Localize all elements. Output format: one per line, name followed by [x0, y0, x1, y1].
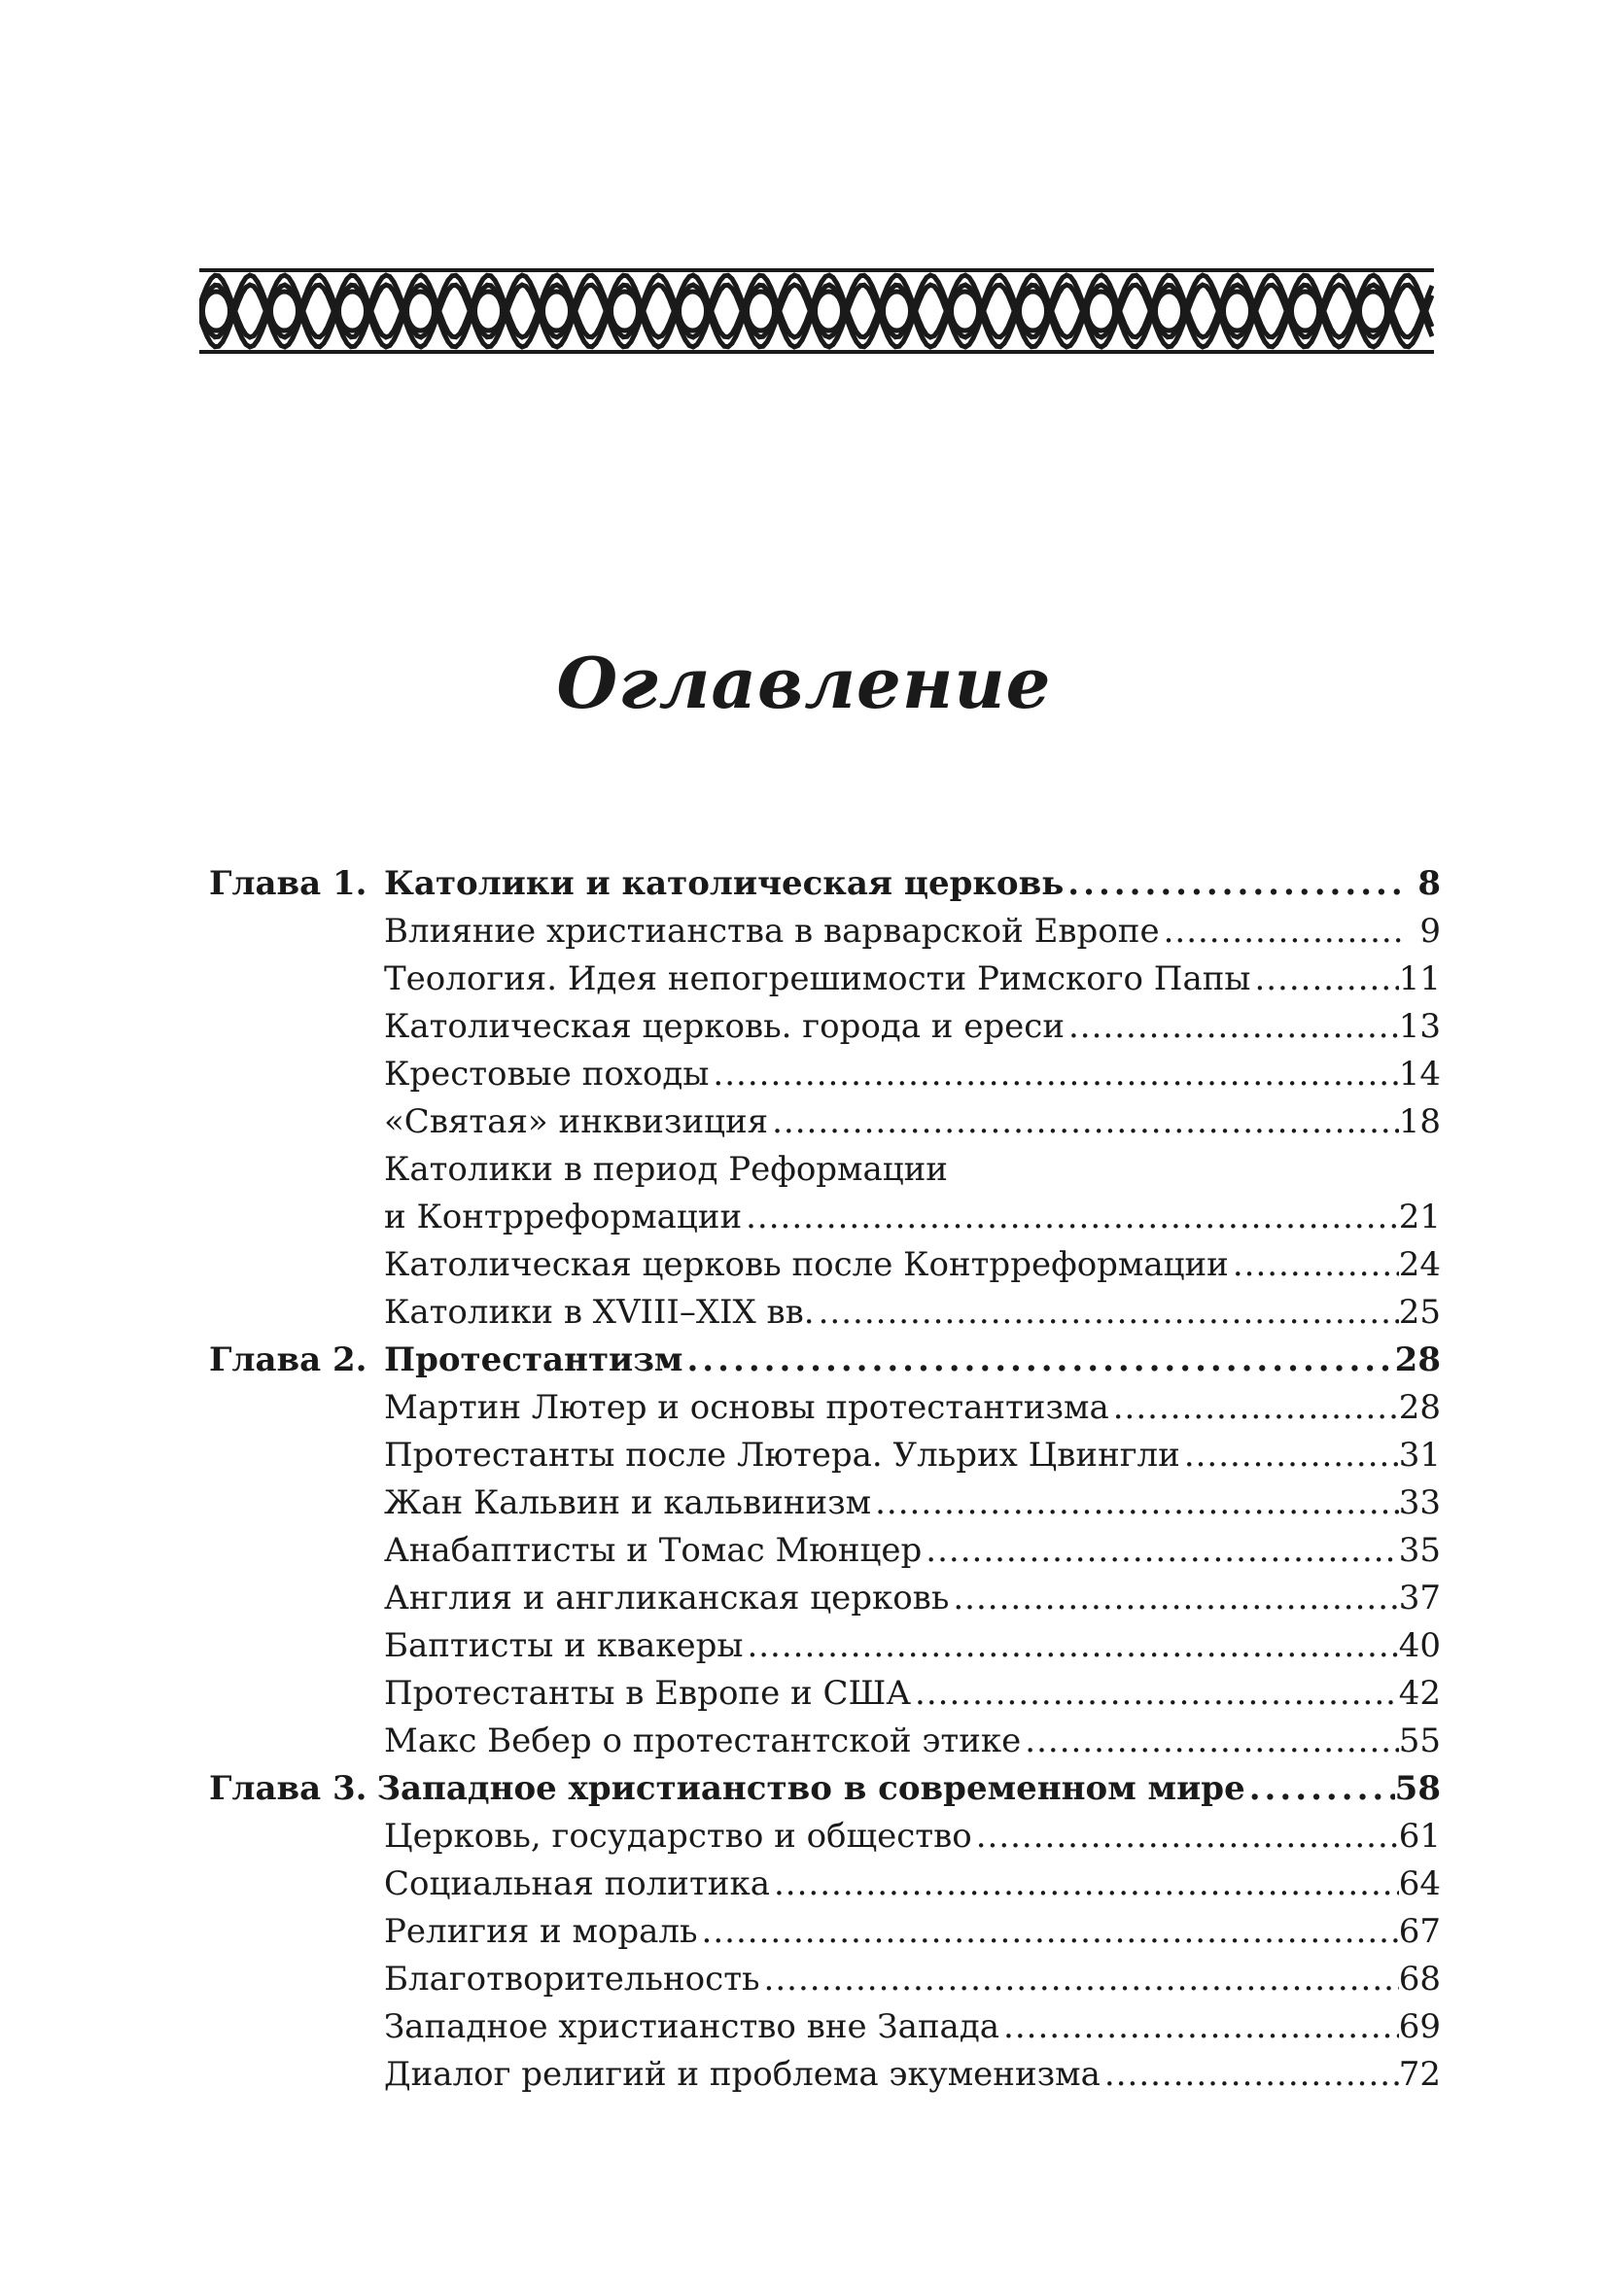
toc-section-row — [209, 2003, 1441, 2051]
toc-section-row — [209, 1861, 1441, 1908]
dot-leader — [1160, 908, 1402, 956]
toc-page-number: 18 — [1398, 1102, 1441, 1141]
dot-leader — [760, 1956, 1399, 2003]
dot-leader — [972, 1813, 1399, 1861]
table-of-contents — [209, 860, 1441, 2099]
toc-entry-title: Макс Вебер о протестантской этике — [384, 1722, 1022, 1760]
toc-section-row — [209, 1527, 1441, 1575]
toc-entry-title: и Контрреформации — [384, 1198, 743, 1236]
toc-entry-title: Католическая церковь после Контрреформации — [384, 1245, 1229, 1284]
dot-leader — [922, 1527, 1398, 1575]
braid-loop — [1224, 292, 1251, 330]
braid-loop — [816, 292, 843, 330]
toc-page-number: 14 — [1398, 1055, 1441, 1094]
braid-loop — [339, 292, 367, 330]
dot-leader — [698, 1908, 1399, 1956]
page-title: Оглавление — [556, 642, 1052, 724]
toc-page-number: 42 — [1398, 1674, 1441, 1713]
toc-chapter-number: Глава 3. — [209, 1769, 367, 1808]
braid-loop — [612, 292, 639, 330]
braid-loop — [407, 292, 435, 330]
toc-section-row — [209, 1241, 1441, 1289]
toc-page-number: 55 — [1398, 1722, 1441, 1760]
toc-section-row — [209, 1908, 1441, 1956]
braid-loop — [271, 292, 298, 330]
braid-loop — [1360, 292, 1387, 330]
toc-section-row — [209, 1098, 1441, 1146]
dot-leader — [999, 2003, 1399, 2051]
dot-leader — [770, 1861, 1399, 1908]
braid-loop — [1292, 292, 1319, 330]
toc-entry-title: Религия и мораль — [384, 1912, 698, 1951]
toc-entry-title: Диалог религий и проблема экуменизма — [384, 2055, 1101, 2094]
toc-page-number: 8 — [1417, 864, 1441, 903]
dot-leader — [871, 1479, 1399, 1527]
toc-entry-title: Англия и англиканская церковь — [384, 1579, 950, 1618]
toc-chapter-row — [209, 1337, 1441, 1384]
toc-page-number: 24 — [1398, 1245, 1441, 1284]
toc-entry-title: Протестанты после Лютера. Ульрих Цвингли — [384, 1436, 1180, 1475]
dot-leader — [1229, 1241, 1399, 1289]
toc-chapter-row — [209, 1765, 1441, 1813]
toc-entry-title: Церковь, государство и общество — [384, 1817, 972, 1856]
dot-leader — [1021, 1718, 1398, 1765]
toc-entry-title: Мартин Лютер и основы протестантизма — [384, 1388, 1109, 1427]
toc-section-row — [209, 908, 1441, 956]
toc-entry-title: Протестанты в Европе и США — [384, 1674, 912, 1713]
toc-section-row — [209, 956, 1441, 1003]
toc-entry-title: Жан Кальвин и кальвинизм — [384, 1483, 872, 1522]
toc-entry-title: Католики в период Реформации — [384, 1150, 948, 1189]
toc-page-number: 68 — [1398, 1960, 1441, 1999]
toc-entry-title: Западное христианство в современном мире — [376, 1769, 1245, 1808]
toc-entry-title: Западное христианство вне Запада — [384, 2007, 1000, 2046]
braid-loop — [1020, 292, 1047, 330]
toc-page-number: 33 — [1398, 1483, 1441, 1522]
toc-section-row — [209, 1956, 1441, 2003]
toc-section-row — [209, 1289, 1441, 1337]
braid-loop — [884, 292, 911, 330]
toc-page-number: 69 — [1398, 2007, 1441, 2046]
dot-leader — [709, 1051, 1398, 1098]
toc-page-number: 37 — [1398, 1579, 1441, 1618]
toc-page-number: 58 — [1394, 1769, 1441, 1808]
toc-section-row — [209, 1194, 1441, 1241]
dot-leader — [1109, 1384, 1399, 1432]
braid-loop — [1156, 292, 1183, 330]
toc-section-row — [209, 1432, 1441, 1479]
toc-section-row — [209, 1146, 1441, 1194]
celtic-knot-ornament — [199, 258, 1434, 365]
toc-entry-title: Благотворительность — [384, 1960, 760, 1999]
toc-page-number: 21 — [1398, 1198, 1441, 1236]
toc-chapter-number: Глава 1. — [209, 864, 367, 903]
dot-leader — [1180, 1432, 1399, 1479]
toc-page-number: 9 — [1419, 912, 1441, 951]
dot-leader — [1064, 860, 1402, 908]
toc-section-row — [209, 1670, 1441, 1718]
toc-page-number: 61 — [1398, 1817, 1441, 1856]
toc-page-number: 31 — [1398, 1436, 1441, 1475]
toc-page-number: 40 — [1398, 1626, 1441, 1665]
braid-loop — [543, 292, 571, 330]
toc-section-row — [209, 1622, 1441, 1670]
toc-page-number: 72 — [1398, 2055, 1441, 2094]
toc-entry-title: Католическая церковь. города и ереси — [384, 1007, 1065, 1046]
braid-loop — [952, 292, 979, 330]
toc-section-row — [209, 2051, 1441, 2099]
dot-leader — [815, 1289, 1399, 1337]
dot-leader — [742, 1194, 1399, 1241]
toc-section-row — [209, 1051, 1441, 1098]
toc-section-row — [209, 1479, 1441, 1527]
dot-leader — [1101, 2051, 1399, 2099]
toc-section-row — [209, 1575, 1441, 1622]
dot-leader — [743, 1622, 1398, 1670]
toc-section-row — [209, 1718, 1441, 1765]
toc-entry-title: «Святая» инквизиция — [384, 1102, 769, 1141]
dot-leader — [949, 1575, 1398, 1622]
toc-entry-title: Влияние христианства в варварской Европе — [384, 912, 1160, 951]
toc-page-number: 28 — [1398, 1388, 1441, 1427]
dot-leader — [1065, 1003, 1399, 1051]
toc-page-number: 67 — [1398, 1912, 1441, 1951]
toc-entry-title: Социальная политика — [384, 1864, 770, 1903]
toc-section-row — [209, 1813, 1441, 1861]
braid-loop — [1088, 292, 1115, 330]
toc-entry-title: Крестовые походы — [384, 1055, 710, 1094]
toc-entry-title: Баптисты и квакеры — [384, 1626, 744, 1665]
toc-section-row — [209, 1384, 1441, 1432]
toc-entry-title: Анабаптисты и Томас Мюнцер — [384, 1531, 923, 1570]
braid-loop — [748, 292, 775, 330]
braid-loop — [475, 292, 503, 330]
dot-leader — [1245, 1765, 1395, 1813]
braid-loop — [203, 292, 230, 330]
toc-chapter-number: Глава 2. — [209, 1340, 367, 1379]
dot-leader — [682, 1337, 1394, 1384]
toc-page-number: 64 — [1398, 1864, 1441, 1903]
toc-page-number: 11 — [1398, 959, 1441, 998]
toc-entry-title: Теология. Идея непогрешимости Римского Папы — [384, 959, 1251, 998]
toc-entry-title: Католики и католическая церковь — [384, 864, 1065, 903]
toc-page-number: 35 — [1398, 1531, 1441, 1570]
toc-page-number: 13 — [1398, 1007, 1441, 1046]
dot-leader — [911, 1670, 1399, 1718]
toc-page-number: 28 — [1394, 1340, 1441, 1379]
toc-entry-title: Протестантизм — [384, 1340, 683, 1379]
braid-loop — [680, 292, 707, 330]
toc-page-number: 25 — [1398, 1293, 1441, 1332]
toc-entry-title: Католики в XVIII–XIX вв. — [384, 1293, 815, 1332]
toc-section-row — [209, 1003, 1441, 1051]
toc-chapter-row — [209, 860, 1441, 908]
dot-leader — [1250, 956, 1398, 1003]
dot-leader — [768, 1098, 1399, 1146]
